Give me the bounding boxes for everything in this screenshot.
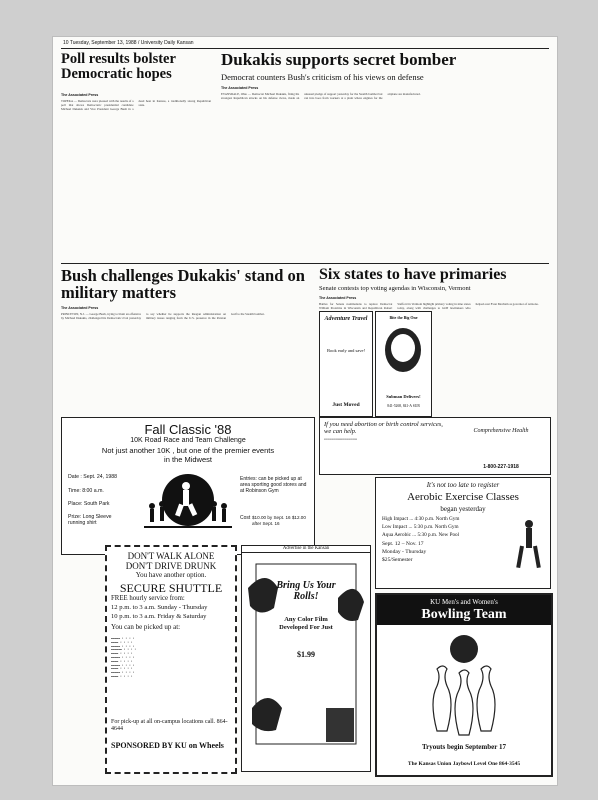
counseling-phone: 1-800-227-1918 xyxy=(483,464,519,470)
headline-bush-challenges: Bush challenges Dukakis' stand on military matters xyxy=(61,266,305,303)
headline-secret-bomber: Dukakis supports secret bomber xyxy=(221,50,457,69)
adventure-line2: Just Moved xyxy=(332,402,360,408)
byline-story4: The Associated Press xyxy=(319,296,357,300)
headline-six-states: Six states to have primaries xyxy=(319,266,507,283)
aerobics-days: Monday - Thursday xyxy=(382,549,427,555)
shuttle-line6: 12 p.m. to 3 a.m. Sunday - Thursday xyxy=(111,604,208,611)
aerobics-figure-icon xyxy=(514,518,544,574)
fall-classic-date: Date : Sept. 24, 1988 xyxy=(68,474,118,480)
fall-classic-cost: $10.00 by Sept. 16 $12.00 after Sept. 16 xyxy=(252,515,306,526)
shuttle-line5: FREE hourly service from: xyxy=(111,595,185,602)
counseling-headline: If you need abortion or birth control services, we can help. xyxy=(324,421,443,435)
headline-poll-results: Poll results bolster Democratic hopes xyxy=(61,51,176,83)
shuttle-line1: DON'T WALK ALONE xyxy=(127,551,215,561)
deck-six-states: Senate contests top voting agendas in Wisconsin, Vermont xyxy=(319,285,471,292)
shuttle-title: SECURE SHUTTLE xyxy=(119,581,223,595)
story1-lead: TOPEKA — Democrats were pleased with the results of a poll that shows Democratic presidential candidate Michael Dukakis and Vice President George Bush in a dead heat in Kansas, a traditionally strong Republican state. xyxy=(61,99,211,112)
subs-name: Bite the Big One xyxy=(389,315,418,320)
story2-lead: EVANSDALE, Ohio — Democrat Michael Dukakis, firing his strongest Republican attacks on his defense views, made an unusual pledge of support yesterday for the Stealth bomber but ran into boos from workers at a plant where engines for the airplane are manufactured. xyxy=(221,92,421,101)
fall-classic-line4: in the Midwest xyxy=(164,455,212,464)
top-rule xyxy=(61,48,549,49)
ad-adventure-travel xyxy=(319,311,373,417)
shuttle-line7: 10 p.m. to 3 a.m. Friday & Saturday xyxy=(111,613,207,620)
fall-classic-time: Time: 8:00 a.m. xyxy=(68,488,104,494)
ad-film-developing xyxy=(241,545,371,772)
aerobics-line3: began yesterday xyxy=(440,505,486,513)
bowling-footer: The Kansas Union Jaybowl Level One 864-3545 xyxy=(407,761,521,767)
shuttle-footer1: For pick-up at all on-campus locations call. 864-4644 xyxy=(111,719,228,732)
adventure-name: Adventure Travel xyxy=(324,316,368,322)
shuttle-line8: You can be picked up at: xyxy=(111,623,181,631)
subs-phone: 841-5268, 841-A SUB xyxy=(387,404,420,408)
aerobics-line1: It's not too late to register xyxy=(426,481,500,489)
bowling-line1: KU Men's and Women's xyxy=(430,598,498,606)
fall-classic-line3: Not just another 10K , but one of the premier events xyxy=(101,446,275,455)
rolls-line2: Any Color Film Developed For Just xyxy=(279,616,333,631)
aerobics-low: Low Impact ... 5:30 p.m. North Gym xyxy=(382,524,459,530)
ad-fall-classic xyxy=(61,417,315,555)
byline-story1: The Associated Press xyxy=(61,93,99,97)
story4-lead: Battles for Senate nominations to replace Democrat William Proxmire in Wisconsin and Republican Robert Stafford in Vermont highlight primary voting in nine states today, along with challenges to GOP lawmakers who helped oust Evan Mecham as governor of Arizona. xyxy=(319,302,539,311)
bowling-pins-icon xyxy=(417,631,511,741)
mid-rule xyxy=(61,263,549,264)
shuttle-schedule: ▬▬▬▬▬ ▪ ▪ ▪ ▪ ▬▬▬▬ ▪ ▪ ▪ ▪ ▬▬▬▬▬ ▪ ▪ ▪ ▪ ▬▬▬▬▬▬ ▪ ▪ ▪ ▪ ▬▬▬▬ ▪ ▪ ▪ ▪ ▬▬▬▬▬ ▪ ▪ ▪ ▪ ▬▬▬▬ ▪ ▪ ▪ ▪ ▬▬▬▬▬ ▪ ▪ ▪ ▪ ▬▬▬▬ ▪ ▪ ▪ ▪ ▬▬▬▬▬ ▪ ▪ ▪ ▪ ▬▬▬▬ ▪ ▪ ▪ ▪ xyxy=(111,637,137,678)
subs-line1: Subman Delivers! xyxy=(386,394,421,399)
page-folio: 10 Tuesday, September 13, 1988 / University Daily Kansan xyxy=(63,40,194,46)
byline-story3: The Associated Press xyxy=(61,306,99,310)
rolls-headline: Bring Us Your Rolls! xyxy=(276,580,336,602)
aerobics-dates: Sept. 12 – Nov. 17 xyxy=(382,541,424,547)
aerobics-price: $25/Semester xyxy=(382,557,413,563)
ad-kansan-label: Advertise in the Kansan xyxy=(242,546,370,553)
sandwich-icon xyxy=(382,326,424,378)
bowling-title: Bowling Team xyxy=(421,607,507,622)
deck-secret-bomber: Democrat counters Bush's criticism of his views on defense xyxy=(221,72,424,82)
fall-classic-entries: Entries: can be picked up at area sporting good stores and at Robinson Gym xyxy=(240,476,307,495)
rolls-price: $1.99 xyxy=(297,650,315,659)
bowling-tryouts: Tryouts begin September 17 xyxy=(422,743,506,751)
shuttle-footer2: SPONSORED BY KU on Wheels xyxy=(111,741,224,750)
story1-body xyxy=(61,99,211,259)
aerobics-title: Aerobic Exercise Classes xyxy=(407,491,519,503)
ad-counseling xyxy=(319,417,551,475)
story3-body xyxy=(61,312,311,410)
aerobics-high: High Impact ... 4:30 p.m. North Gym xyxy=(382,516,460,522)
byline-story2: The Associated Press xyxy=(221,86,259,90)
fall-classic-subtitle: 10K Road Race and Team Challenge xyxy=(130,437,246,444)
fall-classic-cost-label: Cost xyxy=(240,515,251,521)
ad-subs xyxy=(375,311,432,417)
fall-classic-title: Fall Classic '88 xyxy=(144,422,232,437)
fall-classic-place: Place: South Park xyxy=(68,501,110,507)
shuttle-line3: You have another option. xyxy=(135,571,207,579)
adventure-line1: Book early and save! xyxy=(326,348,366,353)
shuttle-line2: DON'T DRIVE DRUNK xyxy=(125,561,217,571)
counseling-name: Comprehensive Health xyxy=(473,428,529,434)
ad-secure-shuttle xyxy=(105,545,237,774)
aerobics-aqua: Aqua Aerobic ... 5:30 p.m. New Pool xyxy=(382,532,460,538)
newspaper-page xyxy=(52,36,558,786)
ad-bowling xyxy=(375,593,553,777)
counseling-details: ▪▪▪▪▪▪▪▪▪▪▪▪▪▪▪▪▪▪▪▪▪▪▪▪▪▪▪▪▪▪▪ xyxy=(324,437,357,441)
fall-classic-prize: Prize: Long Sleeve running shirt xyxy=(68,514,112,526)
story3-lead: PRINCETON, N.J. — George Bush, trying to blunt an offensive by Michael Dukakis, challenged his Democratic rival yesterday to say whether he supports the Reagan administration on military issues ranging from the U.S. presence in the Persian Gulf to the Stealth bomber. xyxy=(61,312,265,321)
ad-aerobics xyxy=(375,477,551,589)
story2-body xyxy=(221,92,549,262)
runners-logo-icon xyxy=(142,466,234,538)
